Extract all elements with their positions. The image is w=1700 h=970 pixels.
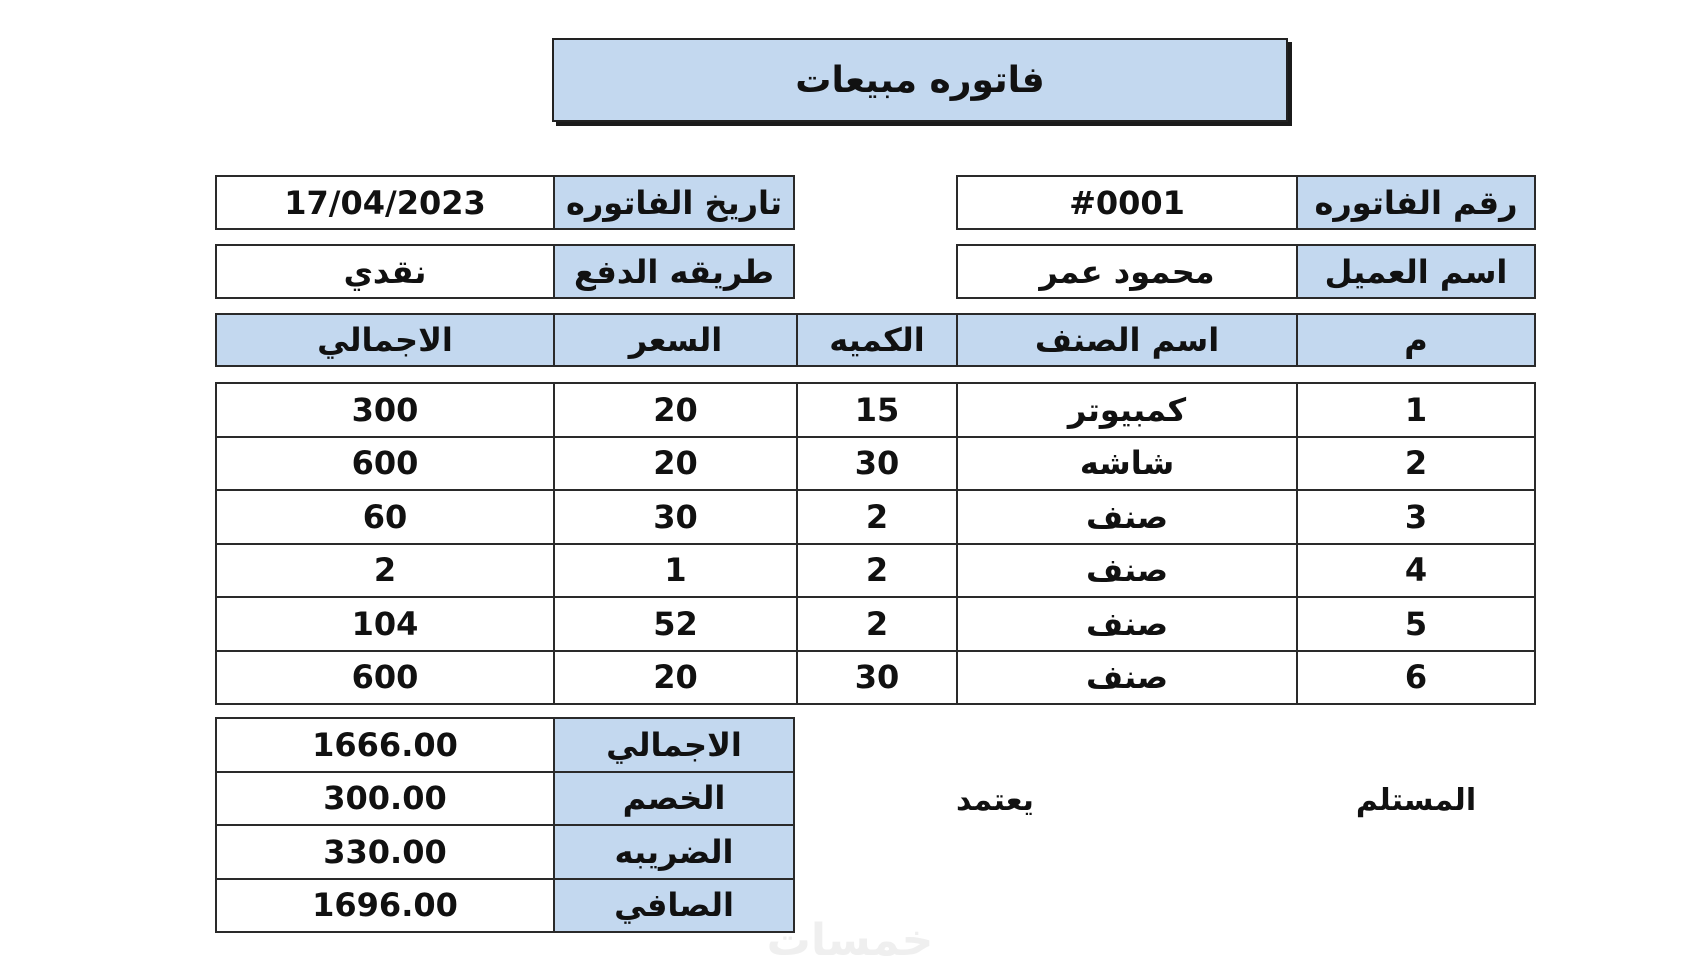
invoice-date-value: 17/04/2023 [215, 175, 555, 230]
table-cell-col-price: 20 [553, 436, 798, 492]
table-cell-col-price: 1 [553, 543, 798, 599]
table-cell-col-price: 30 [553, 489, 798, 545]
invoice-date-label: تاريخ الفاتوره [553, 175, 795, 230]
table-cell-col-price: 20 [553, 650, 798, 706]
payment-method-label: طريقه الدفع [553, 244, 795, 299]
table-cell-col-index: 5 [1296, 596, 1536, 652]
invoice-number-value: #0001 [956, 175, 1298, 230]
totals-value: 300.00 [215, 771, 555, 827]
table-cell-col-index: 2 [1296, 436, 1536, 492]
table-header-col-quantity: الكميه [796, 313, 958, 367]
table-cell-col-index: 1 [1296, 382, 1536, 438]
invoice-title: فاتوره مبيعات [552, 38, 1288, 122]
table-cell-col-quantity: 30 [796, 650, 958, 706]
table-header-col-index: م [1296, 313, 1536, 367]
table-header-col-price: السعر [553, 313, 798, 367]
table-cell-col-quantity: 15 [796, 382, 958, 438]
totals-label: الصافي [553, 878, 795, 934]
table-cell-col-price: 52 [553, 596, 798, 652]
table-cell-col-total: 600 [215, 436, 555, 492]
table-cell-col-item-name: صنف [956, 543, 1298, 599]
table-cell-col-item-name: كمبيوتر [956, 382, 1298, 438]
table-cell-col-total: 600 [215, 650, 555, 706]
recipient-signature-label: المستلم [1355, 782, 1477, 818]
table-cell-col-quantity: 2 [796, 596, 958, 652]
customer-name-value: محمود عمر [956, 244, 1298, 299]
table-cell-col-item-name: صنف [956, 650, 1298, 706]
table-cell-col-quantity: 30 [796, 436, 958, 492]
table-header-col-item-name: اسم الصنف [956, 313, 1298, 367]
invoice-number-label: رقم الفاتوره [1296, 175, 1536, 230]
totals-value: 1666.00 [215, 717, 555, 773]
table-cell-col-price: 20 [553, 382, 798, 438]
table-cell-col-item-name: صنف [956, 489, 1298, 545]
table-cell-col-index: 4 [1296, 543, 1536, 599]
totals-label: الضريبه [553, 824, 795, 880]
watermark-text: خمسات [766, 914, 934, 966]
table-cell-col-quantity: 2 [796, 543, 958, 599]
totals-value: 330.00 [215, 824, 555, 880]
table-cell-col-total: 2 [215, 543, 555, 599]
table-cell-col-total: 300 [215, 382, 555, 438]
table-cell-col-item-name: شاشه [956, 436, 1298, 492]
table-cell-col-total: 60 [215, 489, 555, 545]
payment-method-value: نقدي [215, 244, 555, 299]
customer-name-label: اسم العميل [1296, 244, 1536, 299]
totals-label: الاجمالي [553, 717, 795, 773]
table-header-col-total: الاجمالي [215, 313, 555, 367]
totals-label: الخصم [553, 771, 795, 827]
totals-value: 1696.00 [215, 878, 555, 934]
table-cell-col-index: 3 [1296, 489, 1536, 545]
approval-signature-label: يعتمد [956, 782, 1034, 818]
table-cell-col-quantity: 2 [796, 489, 958, 545]
table-cell-col-total: 104 [215, 596, 555, 652]
table-cell-col-index: 6 [1296, 650, 1536, 706]
table-cell-col-item-name: صنف [956, 596, 1298, 652]
